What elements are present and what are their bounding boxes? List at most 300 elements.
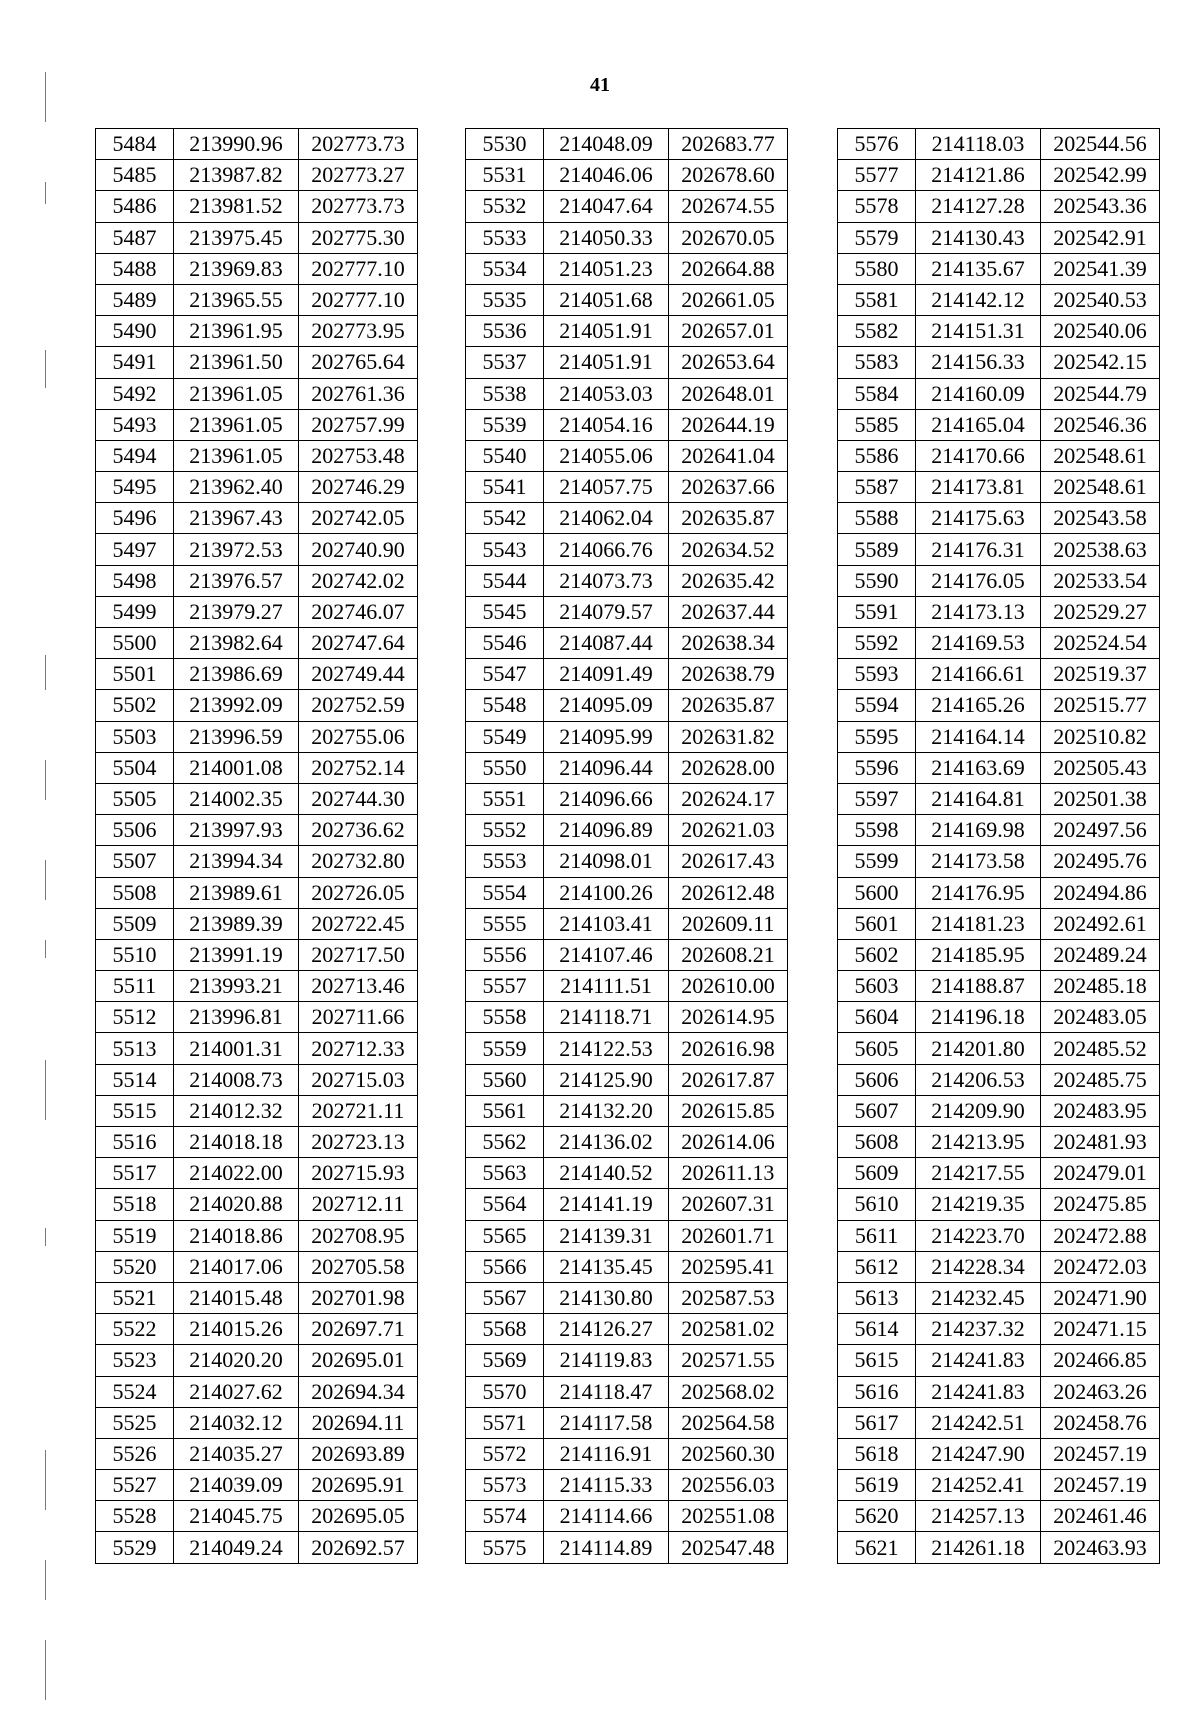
y-coordinate-cell: 202472.88 — [1041, 1220, 1160, 1251]
table-row — [96, 815, 418, 846]
x-coordinate-cell: 214228.34 — [916, 1251, 1041, 1282]
point-number-cell: 5590 — [838, 565, 916, 596]
x-coordinate-cell: 214053.03 — [544, 378, 669, 409]
x-coordinate-cell: 214018.86 — [174, 1220, 299, 1251]
y-coordinate-cell: 202726.05 — [299, 877, 418, 908]
x-coordinate-cell: 214132.20 — [544, 1095, 669, 1126]
table-row — [466, 628, 788, 659]
x-coordinate-cell: 214139.31 — [544, 1220, 669, 1251]
x-coordinate-cell: 214188.87 — [916, 971, 1041, 1002]
x-coordinate-cell: 213993.21 — [174, 971, 299, 1002]
table-row — [466, 253, 788, 284]
x-coordinate-cell: 213994.34 — [174, 846, 299, 877]
x-coordinate-cell: 214051.23 — [544, 253, 669, 284]
y-coordinate-cell: 202485.52 — [1041, 1033, 1160, 1064]
x-coordinate-cell: 213982.64 — [174, 628, 299, 659]
table-row — [838, 378, 1160, 409]
y-coordinate-cell: 202501.38 — [1041, 783, 1160, 814]
y-coordinate-cell: 202717.50 — [299, 939, 418, 970]
table-row — [466, 222, 788, 253]
y-coordinate-cell: 202637.66 — [669, 472, 788, 503]
x-coordinate-cell: 214252.41 — [916, 1470, 1041, 1501]
margin-mark — [45, 940, 46, 958]
y-coordinate-cell: 202481.93 — [1041, 1127, 1160, 1158]
point-number-cell: 5609 — [838, 1158, 916, 1189]
y-coordinate-cell: 202777.10 — [299, 284, 418, 315]
table-row — [838, 596, 1160, 627]
x-coordinate-cell: 214122.53 — [544, 1033, 669, 1064]
table-row — [466, 129, 788, 160]
point-number-cell: 5592 — [838, 628, 916, 659]
table-row — [96, 596, 418, 627]
table-row — [466, 1189, 788, 1220]
y-coordinate-cell: 202541.39 — [1041, 253, 1160, 284]
y-coordinate-cell: 202483.95 — [1041, 1095, 1160, 1126]
coordinate-table-body — [838, 129, 1160, 1564]
table-row — [466, 284, 788, 315]
point-number-cell: 5583 — [838, 347, 916, 378]
point-number-cell: 5498 — [96, 565, 174, 596]
y-coordinate-cell: 202543.36 — [1041, 191, 1160, 222]
x-coordinate-cell: 214054.16 — [544, 409, 669, 440]
y-coordinate-cell: 202614.95 — [669, 1002, 788, 1033]
x-coordinate-cell: 214219.35 — [916, 1189, 1041, 1220]
margin-mark — [45, 760, 46, 800]
point-number-cell: 5610 — [838, 1189, 916, 1220]
table-row — [838, 284, 1160, 315]
x-coordinate-cell: 214125.90 — [544, 1064, 669, 1095]
y-coordinate-cell: 202610.00 — [669, 971, 788, 1002]
y-coordinate-cell: 202765.64 — [299, 347, 418, 378]
x-coordinate-cell: 214002.35 — [174, 783, 299, 814]
x-coordinate-cell: 214020.88 — [174, 1189, 299, 1220]
table-row — [96, 628, 418, 659]
table-row — [466, 503, 788, 534]
point-number-cell: 5585 — [838, 409, 916, 440]
point-number-cell: 5521 — [96, 1282, 174, 1313]
x-coordinate-cell: 214017.06 — [174, 1251, 299, 1282]
point-number-cell: 5497 — [96, 534, 174, 565]
y-coordinate-cell: 202722.45 — [299, 908, 418, 939]
x-coordinate-cell: 213992.09 — [174, 690, 299, 721]
x-coordinate-cell: 214049.24 — [174, 1532, 299, 1563]
point-number-cell: 5486 — [96, 191, 174, 222]
y-coordinate-cell: 202777.10 — [299, 253, 418, 284]
point-number-cell: 5515 — [96, 1095, 174, 1126]
y-coordinate-cell: 202607.31 — [669, 1189, 788, 1220]
table-row — [466, 783, 788, 814]
y-coordinate-cell: 202475.85 — [1041, 1189, 1160, 1220]
x-coordinate-cell: 214232.45 — [916, 1282, 1041, 1313]
y-coordinate-cell: 202466.85 — [1041, 1345, 1160, 1376]
x-coordinate-cell: 214130.43 — [916, 222, 1041, 253]
table-row — [466, 939, 788, 970]
y-coordinate-cell: 202631.82 — [669, 721, 788, 752]
point-number-cell: 5549 — [466, 721, 544, 752]
y-coordinate-cell: 202657.01 — [669, 316, 788, 347]
y-coordinate-cell: 202542.99 — [1041, 160, 1160, 191]
y-coordinate-cell: 202742.05 — [299, 503, 418, 534]
x-coordinate-cell: 213976.57 — [174, 565, 299, 596]
x-coordinate-cell: 213961.05 — [174, 378, 299, 409]
table-row — [466, 1438, 788, 1469]
point-number-cell: 5594 — [838, 690, 916, 721]
point-number-cell: 5536 — [466, 316, 544, 347]
x-coordinate-cell: 214217.55 — [916, 1158, 1041, 1189]
point-number-cell: 5604 — [838, 1002, 916, 1033]
y-coordinate-cell: 202757.99 — [299, 409, 418, 440]
point-number-cell: 5507 — [96, 846, 174, 877]
table-row — [96, 1158, 418, 1189]
x-coordinate-cell: 214096.44 — [544, 752, 669, 783]
x-coordinate-cell: 213967.43 — [174, 503, 299, 534]
point-number-cell: 5531 — [466, 160, 544, 191]
y-coordinate-cell: 202708.95 — [299, 1220, 418, 1251]
table-row — [838, 659, 1160, 690]
x-coordinate-cell: 214051.68 — [544, 284, 669, 315]
table-row — [838, 191, 1160, 222]
table-row — [466, 752, 788, 783]
table-row — [466, 1532, 788, 1563]
point-number-cell: 5522 — [96, 1314, 174, 1345]
table-row — [466, 565, 788, 596]
table-row — [466, 440, 788, 471]
table-row — [466, 1501, 788, 1532]
y-coordinate-cell: 202753.48 — [299, 440, 418, 471]
x-coordinate-cell: 214127.28 — [916, 191, 1041, 222]
table-row — [466, 1064, 788, 1095]
table-row — [838, 1345, 1160, 1376]
point-number-cell: 5602 — [838, 939, 916, 970]
point-number-cell: 5568 — [466, 1314, 544, 1345]
y-coordinate-cell: 202564.58 — [669, 1407, 788, 1438]
point-number-cell: 5528 — [96, 1501, 174, 1532]
point-number-cell: 5514 — [96, 1064, 174, 1095]
table-row — [96, 503, 418, 534]
table-row — [838, 565, 1160, 596]
point-number-cell: 5509 — [96, 908, 174, 939]
y-coordinate-cell: 202587.53 — [669, 1282, 788, 1313]
table-row — [466, 1376, 788, 1407]
y-coordinate-cell: 202664.88 — [669, 253, 788, 284]
x-coordinate-cell: 214008.73 — [174, 1064, 299, 1095]
y-coordinate-cell: 202773.73 — [299, 191, 418, 222]
y-coordinate-cell: 202749.44 — [299, 659, 418, 690]
table-row — [838, 1282, 1160, 1313]
x-coordinate-cell: 214166.61 — [916, 659, 1041, 690]
y-coordinate-cell: 202773.73 — [299, 129, 418, 160]
table-row — [96, 690, 418, 721]
x-coordinate-cell: 213996.81 — [174, 1002, 299, 1033]
point-number-cell: 5612 — [838, 1251, 916, 1282]
x-coordinate-cell: 214181.23 — [916, 908, 1041, 939]
x-coordinate-cell: 213997.93 — [174, 815, 299, 846]
table-row — [96, 1002, 418, 1033]
y-coordinate-cell: 202463.93 — [1041, 1532, 1160, 1563]
x-coordinate-cell: 214176.31 — [916, 534, 1041, 565]
table-row — [466, 908, 788, 939]
x-coordinate-cell: 214119.83 — [544, 1345, 669, 1376]
x-coordinate-cell: 214156.33 — [916, 347, 1041, 378]
y-coordinate-cell: 202674.55 — [669, 191, 788, 222]
x-coordinate-cell: 214055.06 — [544, 440, 669, 471]
margin-mark — [45, 1560, 46, 1600]
x-coordinate-cell: 214241.83 — [916, 1345, 1041, 1376]
table-row — [838, 877, 1160, 908]
point-number-cell: 5563 — [466, 1158, 544, 1189]
table-row — [96, 783, 418, 814]
table-row — [96, 440, 418, 471]
point-number-cell: 5558 — [466, 1002, 544, 1033]
table-row — [96, 409, 418, 440]
point-number-cell: 5593 — [838, 659, 916, 690]
y-coordinate-cell: 202736.62 — [299, 815, 418, 846]
table-row — [466, 160, 788, 191]
y-coordinate-cell: 202556.03 — [669, 1470, 788, 1501]
point-number-cell: 5551 — [466, 783, 544, 814]
y-coordinate-cell: 202644.19 — [669, 409, 788, 440]
table-row — [838, 1127, 1160, 1158]
x-coordinate-cell: 214169.53 — [916, 628, 1041, 659]
point-number-cell: 5601 — [838, 908, 916, 939]
x-coordinate-cell: 214173.58 — [916, 846, 1041, 877]
y-coordinate-cell: 202458.76 — [1041, 1407, 1160, 1438]
x-coordinate-cell: 214164.81 — [916, 783, 1041, 814]
point-number-cell: 5571 — [466, 1407, 544, 1438]
point-number-cell: 5575 — [466, 1532, 544, 1563]
point-number-cell: 5503 — [96, 721, 174, 752]
table-row — [96, 1064, 418, 1095]
x-coordinate-cell: 214012.32 — [174, 1095, 299, 1126]
table-row — [466, 1282, 788, 1313]
point-number-cell: 5490 — [96, 316, 174, 347]
table-row — [838, 752, 1160, 783]
table-row — [96, 1189, 418, 1220]
point-number-cell: 5517 — [96, 1158, 174, 1189]
point-number-cell: 5559 — [466, 1033, 544, 1064]
y-coordinate-cell: 202683.77 — [669, 129, 788, 160]
point-number-cell: 5579 — [838, 222, 916, 253]
point-number-cell: 5550 — [466, 752, 544, 783]
y-coordinate-cell: 202505.43 — [1041, 752, 1160, 783]
table-row — [96, 191, 418, 222]
x-coordinate-cell: 214095.09 — [544, 690, 669, 721]
margin-mark — [45, 860, 46, 900]
y-coordinate-cell: 202543.58 — [1041, 503, 1160, 534]
y-coordinate-cell: 202542.91 — [1041, 222, 1160, 253]
y-coordinate-cell: 202617.43 — [669, 846, 788, 877]
point-number-cell: 5620 — [838, 1501, 916, 1532]
y-coordinate-cell: 202519.37 — [1041, 659, 1160, 690]
y-coordinate-cell: 202616.98 — [669, 1033, 788, 1064]
x-coordinate-cell: 214046.06 — [544, 160, 669, 191]
x-coordinate-cell: 214118.03 — [916, 129, 1041, 160]
table-row — [96, 1532, 418, 1563]
point-number-cell: 5532 — [466, 191, 544, 222]
x-coordinate-cell: 213981.52 — [174, 191, 299, 222]
table-row — [96, 1407, 418, 1438]
point-number-cell: 5520 — [96, 1251, 174, 1282]
table-row — [96, 1470, 418, 1501]
point-number-cell: 5518 — [96, 1189, 174, 1220]
y-coordinate-cell: 202608.21 — [669, 939, 788, 970]
x-coordinate-cell: 213986.69 — [174, 659, 299, 690]
point-number-cell: 5605 — [838, 1033, 916, 1064]
point-number-cell: 5572 — [466, 1438, 544, 1469]
y-coordinate-cell: 202721.11 — [299, 1095, 418, 1126]
y-coordinate-cell: 202678.60 — [669, 160, 788, 191]
y-coordinate-cell: 202705.58 — [299, 1251, 418, 1282]
table-row — [466, 409, 788, 440]
y-coordinate-cell: 202694.34 — [299, 1376, 418, 1407]
table-row — [838, 472, 1160, 503]
table-row — [96, 1501, 418, 1532]
table-row — [466, 534, 788, 565]
table-row — [96, 1345, 418, 1376]
point-number-cell: 5534 — [466, 253, 544, 284]
table-row — [96, 1376, 418, 1407]
table-row — [466, 1345, 788, 1376]
y-coordinate-cell: 202701.98 — [299, 1282, 418, 1313]
point-number-cell: 5567 — [466, 1282, 544, 1313]
x-coordinate-cell: 214114.89 — [544, 1532, 669, 1563]
x-coordinate-cell: 214115.33 — [544, 1470, 669, 1501]
point-number-cell: 5616 — [838, 1376, 916, 1407]
table-row — [838, 783, 1160, 814]
x-coordinate-cell: 214103.41 — [544, 908, 669, 939]
x-coordinate-cell: 214135.67 — [916, 253, 1041, 284]
table-row — [96, 284, 418, 315]
table-row — [838, 1314, 1160, 1345]
x-coordinate-cell: 214118.71 — [544, 1002, 669, 1033]
point-number-cell: 5614 — [838, 1314, 916, 1345]
margin-mark — [45, 350, 46, 388]
table-row — [838, 1033, 1160, 1064]
y-coordinate-cell: 202485.75 — [1041, 1064, 1160, 1095]
table-row — [96, 222, 418, 253]
table-row — [466, 1470, 788, 1501]
point-number-cell: 5582 — [838, 316, 916, 347]
y-coordinate-cell: 202457.19 — [1041, 1470, 1160, 1501]
point-number-cell: 5541 — [466, 472, 544, 503]
y-coordinate-cell: 202695.01 — [299, 1345, 418, 1376]
point-number-cell: 5577 — [838, 160, 916, 191]
y-coordinate-cell: 202713.46 — [299, 971, 418, 1002]
y-coordinate-cell: 202461.46 — [1041, 1501, 1160, 1532]
point-number-cell: 5597 — [838, 783, 916, 814]
x-coordinate-cell: 214241.83 — [916, 1376, 1041, 1407]
point-number-cell: 5492 — [96, 378, 174, 409]
y-coordinate-cell: 202638.79 — [669, 659, 788, 690]
point-number-cell: 5619 — [838, 1470, 916, 1501]
table-row — [838, 1251, 1160, 1282]
point-number-cell: 5526 — [96, 1438, 174, 1469]
point-number-cell: 5494 — [96, 440, 174, 471]
point-number-cell: 5516 — [96, 1127, 174, 1158]
table-row — [838, 534, 1160, 565]
point-number-cell: 5489 — [96, 284, 174, 315]
x-coordinate-cell: 214257.13 — [916, 1501, 1041, 1532]
point-number-cell: 5488 — [96, 253, 174, 284]
point-number-cell: 5538 — [466, 378, 544, 409]
x-coordinate-cell: 214173.81 — [916, 472, 1041, 503]
y-coordinate-cell: 202744.30 — [299, 783, 418, 814]
y-coordinate-cell: 202648.01 — [669, 378, 788, 409]
point-number-cell: 5618 — [838, 1438, 916, 1469]
x-coordinate-cell: 214140.52 — [544, 1158, 669, 1189]
table-row — [838, 316, 1160, 347]
point-number-cell: 5587 — [838, 472, 916, 503]
x-coordinate-cell: 214247.90 — [916, 1438, 1041, 1469]
x-coordinate-cell: 214126.27 — [544, 1314, 669, 1345]
point-number-cell: 5607 — [838, 1095, 916, 1126]
y-coordinate-cell: 202524.54 — [1041, 628, 1160, 659]
point-number-cell: 5512 — [96, 1002, 174, 1033]
y-coordinate-cell: 202612.48 — [669, 877, 788, 908]
table-row — [466, 596, 788, 627]
x-coordinate-cell: 214015.26 — [174, 1314, 299, 1345]
point-number-cell: 5484 — [96, 129, 174, 160]
point-number-cell: 5573 — [466, 1470, 544, 1501]
x-coordinate-cell: 214022.00 — [174, 1158, 299, 1189]
y-coordinate-cell: 202694.11 — [299, 1407, 418, 1438]
x-coordinate-cell: 213961.95 — [174, 316, 299, 347]
table-row — [96, 971, 418, 1002]
point-number-cell: 5487 — [96, 222, 174, 253]
x-coordinate-cell: 214020.20 — [174, 1345, 299, 1376]
x-coordinate-cell: 214170.66 — [916, 440, 1041, 471]
y-coordinate-cell: 202641.04 — [669, 440, 788, 471]
point-number-cell: 5495 — [96, 472, 174, 503]
y-coordinate-cell: 202547.48 — [669, 1532, 788, 1563]
point-number-cell: 5586 — [838, 440, 916, 471]
y-coordinate-cell: 202497.56 — [1041, 815, 1160, 846]
point-number-cell: 5543 — [466, 534, 544, 565]
table-row — [838, 160, 1160, 191]
y-coordinate-cell: 202653.64 — [669, 347, 788, 378]
table-row — [838, 1220, 1160, 1251]
point-number-cell: 5499 — [96, 596, 174, 627]
margin-mark — [45, 1228, 46, 1246]
y-coordinate-cell: 202609.11 — [669, 908, 788, 939]
y-coordinate-cell: 202614.06 — [669, 1127, 788, 1158]
point-number-cell: 5513 — [96, 1033, 174, 1064]
y-coordinate-cell: 202495.76 — [1041, 846, 1160, 877]
point-number-cell: 5591 — [838, 596, 916, 627]
y-coordinate-cell: 202746.07 — [299, 596, 418, 627]
table-row — [96, 1251, 418, 1282]
table-row — [466, 690, 788, 721]
point-number-cell: 5493 — [96, 409, 174, 440]
x-coordinate-cell: 213975.45 — [174, 222, 299, 253]
y-coordinate-cell: 202628.00 — [669, 752, 788, 783]
x-coordinate-cell: 213969.83 — [174, 253, 299, 284]
point-number-cell: 5561 — [466, 1095, 544, 1126]
point-number-cell: 5545 — [466, 596, 544, 627]
table-row — [96, 908, 418, 939]
y-coordinate-cell: 202544.56 — [1041, 129, 1160, 160]
table-row — [838, 1189, 1160, 1220]
point-number-cell: 5547 — [466, 659, 544, 690]
y-coordinate-cell: 202544.79 — [1041, 378, 1160, 409]
table-row — [96, 1220, 418, 1251]
x-coordinate-cell: 214173.13 — [916, 596, 1041, 627]
x-coordinate-cell: 214135.45 — [544, 1251, 669, 1282]
x-coordinate-cell: 214057.75 — [544, 472, 669, 503]
y-coordinate-cell: 202621.03 — [669, 815, 788, 846]
x-coordinate-cell: 214047.64 — [544, 191, 669, 222]
point-number-cell: 5511 — [96, 971, 174, 1002]
